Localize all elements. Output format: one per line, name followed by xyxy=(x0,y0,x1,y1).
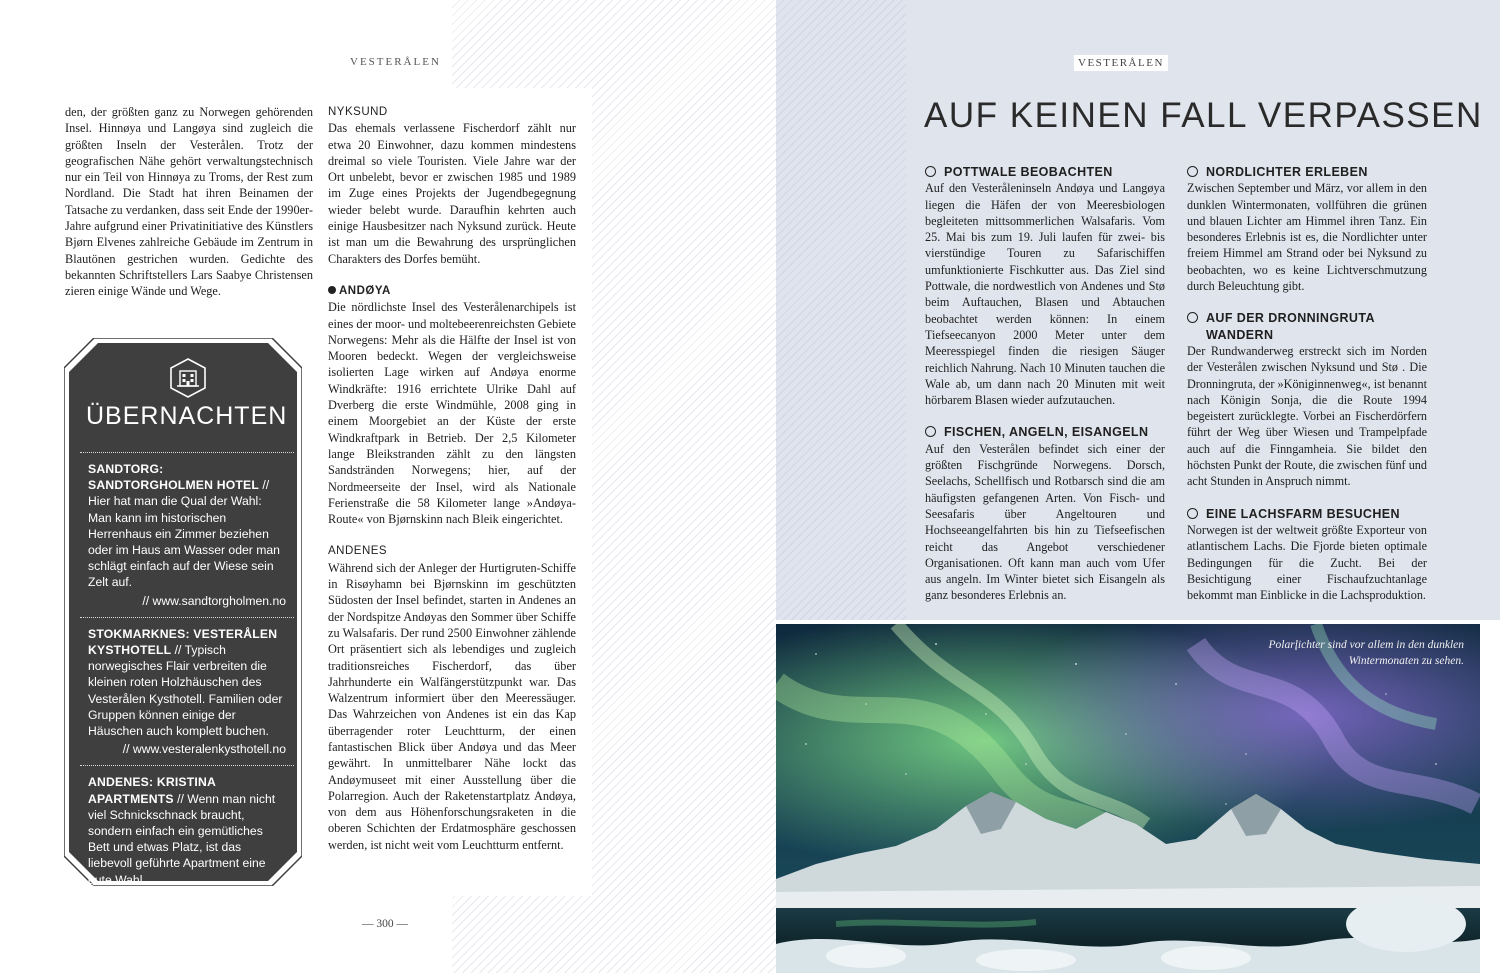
subhead-andenes: ANDENES xyxy=(328,545,388,558)
hotel-entry xyxy=(88,461,286,615)
section-head xyxy=(1187,310,1427,343)
body-text-andoya: Die nördlichste Insel des Vesterålenarchipels ist eines der moor- und moltebeerenreichsten Gebiete Norwegens: Mehr als die Hälfte der Insel ist von Mooren bedeckt. Wegen der vergleichsweise isolierten Lage wirken auf Andøya enorme Windkräfte: 1916 errichtete Ulrike Dahl auf Dverberg die erste Windmühle, 2008 ging in einem Moorgebiet an der Küste der erste Windkraftpark in Betrieb. Der 2,5 Kilometer lange Bleikstranden zählt zu den längsten Sandstränden Norwegens; hier, auf der Nordmeerseite der Insel, wird als Nationale Ferienstraße die 58 Kilometer lange »Andøya-Route« von Bjørnskinn nach Bleik eingerichtet. xyxy=(328,300,576,527)
body-text-andenes: Während sich der Anleger der Hurtigruten-Schiffe in Risøyhamn bei Bjørnskinn im geschützten Südosten der Insel befindet, starten in Andenes an der Nordspitze Andøyas den Sommer über Schiffe zu Walsafaris. Der rund 2500 Einwohner zählende Ort präsentiert sich als lebendiges und zugleich traditionsreiches Fischerdorf, das über Jahrhunderte ein Walfängerstützpunkt war. Das Walzentrum informiert über den Meeressäuger. Das Wahrzeichen von Andenes ist ein das Kap überragender roter Leuchtturm, der einen fantastischen Blick über Andøya und das Meer gewährt. In unmittelbarer Nähe lockt das Andøymuseet mit einer Ausstellung über die Polarregion. Auch der Raketenstartplatz Andøya, von dem aus Höhenforschungsraketen in die oberen Schichten der Erdatmosphäre geschossen werden, ist nicht weit vom Leuchtturm entfernt. xyxy=(328,560,576,852)
page-number: — 300 — xyxy=(362,918,408,930)
section-head-label: AUF DER DRONNINGRUTA WANDERN xyxy=(1206,311,1375,342)
hotel-description: // Wenn man nicht viel Schnickschnack braucht, sondern einfach ein gemütliches Bett und etwas Platz, ist das liebevoll geführte Apartment eine gute Wahl. xyxy=(88,791,276,887)
photo-caption: Polarlichter sind vor allem in den dunklen Wintermonaten zu sehen. xyxy=(1268,639,1464,667)
hotel-box-title: ÜBERNACHTEN xyxy=(86,402,288,430)
circle-icon xyxy=(1187,166,1198,177)
aurora-photo xyxy=(776,624,1480,973)
circle-icon xyxy=(925,426,936,437)
body-text-nyksund: Das ehemals verlassene Fischerdorf zählt nur etwa 20 Einwohner, dazu kommen mindestens dreimal so viele Touristen. Viele Jahre war der Ort unbelebt, bevor er zwischen 1985 und 1989 im Zuge eines Projekts der Jugendbegegnung wieder belebt wurde. Daraufhin kehrten auch einige Hausbesitzer nach Nyksund zurück. Heute ist man um die Bewahrung des ursprünglichen Charakters des Dorfes bemüht. xyxy=(328,121,576,266)
hotel-url: // kristinaapartment.hotelmu.top xyxy=(115,890,286,905)
hotel-entries xyxy=(88,450,286,912)
hotel-entry xyxy=(88,774,286,912)
right-page xyxy=(776,0,1500,973)
section-text: Der Rundwanderweg erstreckt sich im Norden der Vesterålen zwischen Nyksund und Stø . Die Dronningruta, der »Königinnenweg«, ist benannt nach Königin Sonja, die die Route 1994 begeistert zurücklegte. Vorbei an Fischerdörfern führt der Weg über Wiesen und Trampelpfade auch auf die Finngamheia. Sie bildet den höchsten Punkt der Route, die zwischen fünf und acht Stunden in Anspruch nimmt. xyxy=(1187,343,1427,489)
hotel-description: // Typisch norwegisches Flair verbreiten die kleinen roten Holzhäuschen des Vesterålen Kysthotell. Familien oder Gruppen können einige der Häuschen auch komplett buchen. xyxy=(88,643,283,739)
subhead-andoya-label: ANDØYA xyxy=(339,284,391,297)
section-head-label: POTTWALE BEOBACHTEN xyxy=(944,165,1113,179)
hotel-box xyxy=(64,338,302,905)
section-head xyxy=(925,164,1165,180)
separator xyxy=(80,765,294,766)
subhead-nyksund: NYKSUND xyxy=(328,106,388,118)
left-column-2 xyxy=(328,104,576,853)
section-head-label: EINE LACHSFARM BESUCHEN xyxy=(1206,506,1400,521)
bullet-icon xyxy=(328,286,336,294)
hotel-name: STOKMARKNES: VESTERÅLEN KYSTHOTELL xyxy=(88,626,278,658)
separator xyxy=(80,617,294,618)
circle-icon xyxy=(1187,312,1198,323)
section-head-label: NORDLICHTER ERLEBEN xyxy=(1206,165,1368,179)
section-text: Norwegen ist der weltweit größte Exporteur von atlantischem Lachs. Die Fjorde bieten optimale Bedingungen für die Zucht. Bei der Besichtigung einer Fischaufzuchtanlage bekommt man Einblicke in die Lachsproduktion. xyxy=(1187,522,1427,603)
section-head xyxy=(925,424,1165,440)
right-column-2 xyxy=(1187,164,1427,603)
hotel-url: // www.sandtorgholmen.no xyxy=(142,593,286,608)
section-head-label: FISCHEN, ANGELN, EISANGELN xyxy=(944,425,1149,440)
circle-icon xyxy=(1187,508,1198,519)
section-head xyxy=(1187,164,1427,180)
hotel-name: SANDTORG: SANDTORGHOLMEN HOTEL xyxy=(88,462,260,493)
hotel-url: // www.vesteralenkysthotell.no xyxy=(122,742,286,757)
hotel-description: // Hier hat man die Qual der Wahl: Man kann im historischen Herrenhaus ein Zimmer beziehen oder im Haus am Wasser oder man schlägt einfach auf der Wiese sein Zelt auf. xyxy=(88,478,280,590)
hotel-building-icon xyxy=(168,358,208,398)
hotel-name: ANDENES: KRISTINA APARTMENTS xyxy=(88,775,216,806)
section-text: Auf den Vesterålen befindet sich einer der größten Fischgründe Norwegens. Dorsch, Seelachs, Schellfisch und Rotbarsch sind die am häufigsten gefangenen Arten. Von Fisch- und Seesafaris über Angeltouren und Hochseeangelfahrten bis hin zu Tiefseefischen reicht das Angebot verschiedener Organisationen. Oft kann man auch vom Ufer aus angeln. Im Winter bietet sich Eisangeln als ganz besonderes Erlebnis an. xyxy=(925,441,1165,603)
body-text: den, der größten ganz zu Norwegen gehörenden Insel. Hinnøya und Langøya sind zugleich die größten Inseln der Vesterålen. Trotz der geografischen Nähe gehört verwaltungstechnisch nur ein Teil von Hinnøya zu Troms, der Rest zum Nordland. Die Stadt hat ihren Beinamen der Tatsache zu verdanken, dass seit Ende der 1990er-Jahre aufgrund einer Privatinitiative des Künstlers Bjørn Elvenes zahlreiche Gebäude im Zentrum in Blautönen gestrichen wurden. Gedichte des bekannten Schriftstellers Lars Saabye Christensen zieren einige Wände und Wege. xyxy=(65,105,313,299)
hatch-pattern xyxy=(776,0,906,620)
page-title: AUF KEINEN FALL VERPASSEN xyxy=(924,96,1483,135)
right-column-1 xyxy=(925,164,1165,604)
separator xyxy=(80,452,294,453)
subhead-andoya xyxy=(328,283,576,299)
section-tag: VESTERÅLEN xyxy=(1074,55,1168,71)
running-head: VESTERÅLEN xyxy=(350,56,441,68)
left-column-1 xyxy=(65,104,313,300)
section-head xyxy=(1187,506,1427,522)
hotel-entry xyxy=(88,626,286,764)
circle-icon xyxy=(925,166,936,177)
section-text: Zwischen September und März, vor allem in den dunklen Wintermonaten, vollführen die grünen und blauen Lichter am Himmel ihren Tanz. Ein besonderes Erlebnis ist es, die Nordlichter unter freiem Himmel am Strand oder bei Nyksund zu beobachten, wo es keine Lichtverschmutzung durch Beleuchtung gibt. xyxy=(1187,181,1427,294)
section-text: Auf den Vesteråleninseln Andøya und Langøya liegen die Häfen der von Meeresbiologen begleiteten mittsommerlichen Walsafaris. Vom 25. Mai bis zum 19. Juli laufen für zwei- bis vierstündige Touren zu Safarischiffen umfunktionierte Fischkutter aus. Das Ziel sind Pottwale, die nordwestlich von Andenes und Stø beim Auftauchen, Blasen und Abtauchen beobachtet werden können: In einem Tiefseecanyon 2000 Meter unter dem Meeresspiegel finden die riesigen Säuger reichlich Nahrung. Nach 10 Minuten tauchen die Wale ab, um dann nach 20 Minuten mit weit hörbarem Blasen wieder aufzutauchen. xyxy=(925,181,1165,408)
